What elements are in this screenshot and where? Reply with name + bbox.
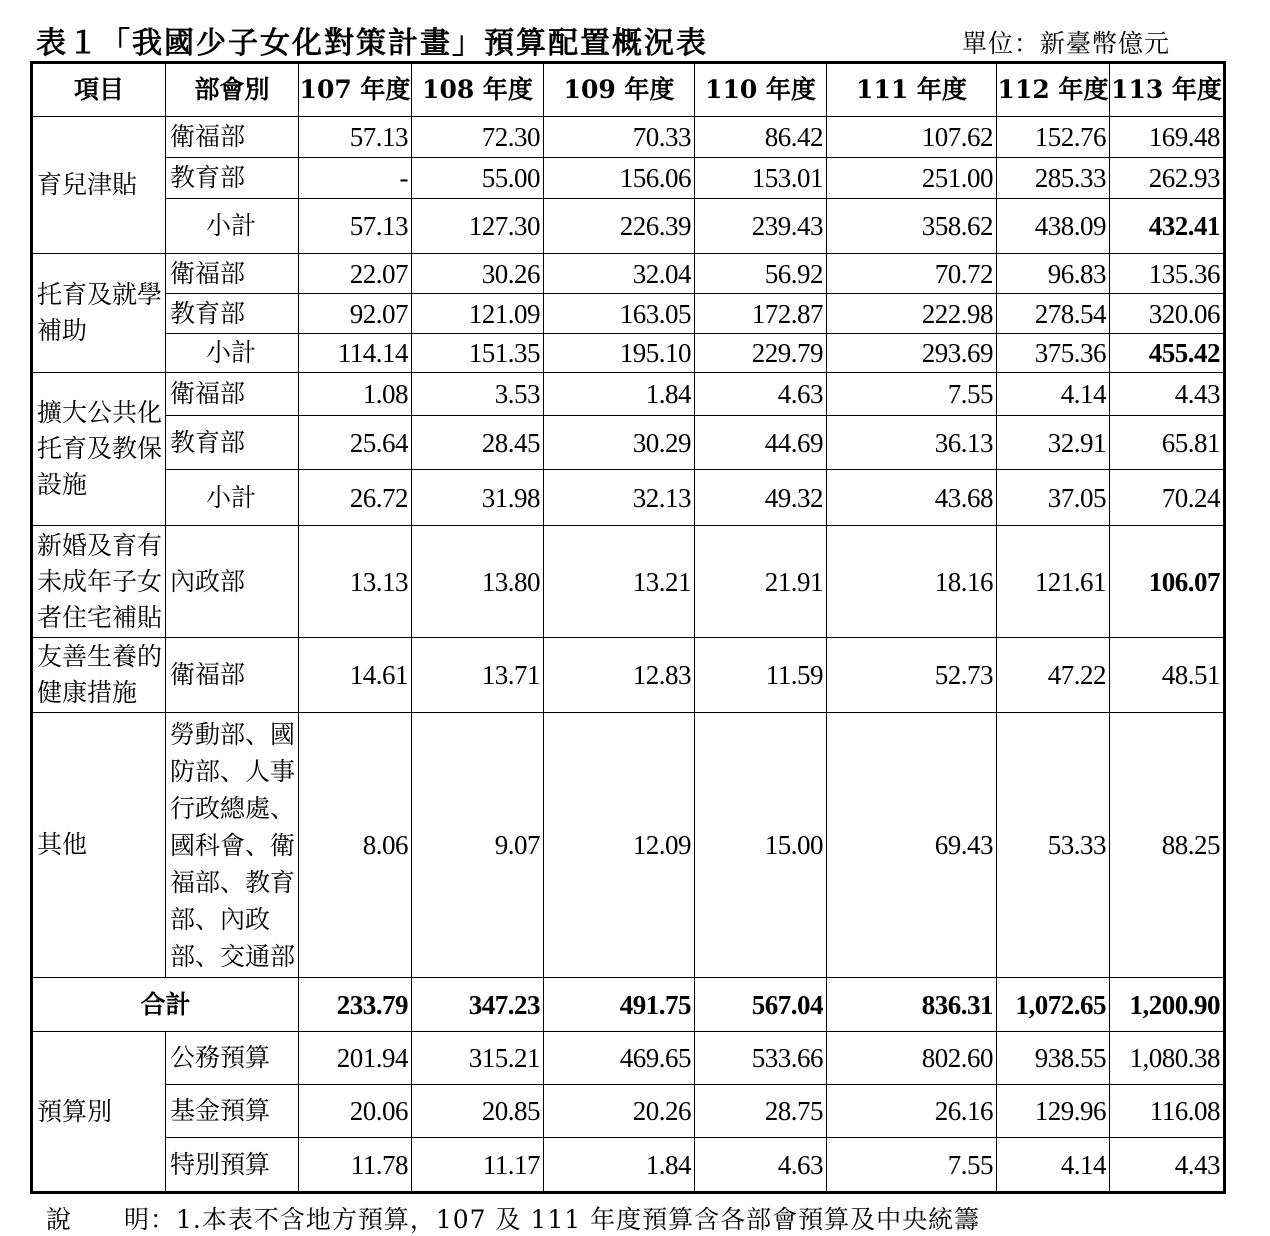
value-cell: 156.06 bbox=[544, 158, 695, 199]
value-cell: 239.43 bbox=[695, 199, 827, 254]
value-cell: 14.61 bbox=[299, 638, 412, 713]
value-cell: 49.32 bbox=[695, 470, 827, 526]
value-cell: 26.72 bbox=[299, 470, 412, 526]
value-cell: 229.79 bbox=[695, 334, 827, 373]
value-cell: 86.42 bbox=[695, 117, 827, 158]
total-value-cell: 567.04 bbox=[695, 978, 827, 1032]
dept-cell: 內政部 bbox=[166, 526, 299, 638]
total-label: 合計 bbox=[32, 978, 299, 1032]
total-value-cell: 233.79 bbox=[299, 978, 412, 1032]
value-cell: 3.53 bbox=[412, 373, 544, 416]
value-cell: 195.10 bbox=[544, 334, 695, 373]
value-cell: 11.17 bbox=[412, 1138, 544, 1193]
value-cell: 30.26 bbox=[412, 254, 544, 294]
value-cell: 72.30 bbox=[412, 117, 544, 158]
value-cell: 52.73 bbox=[827, 638, 997, 713]
value-cell: 201.94 bbox=[299, 1032, 412, 1085]
value-cell: 375.36 bbox=[997, 334, 1110, 373]
total-value-cell: 1,072.65 bbox=[997, 978, 1110, 1032]
value-cell: 938.55 bbox=[997, 1032, 1110, 1085]
table-row bbox=[32, 254, 1225, 294]
value-cell: 57.13 bbox=[299, 199, 412, 254]
dept-cell: 衛福部 bbox=[166, 373, 299, 416]
table-row bbox=[32, 158, 1225, 199]
header-item: 項目 bbox=[32, 63, 166, 117]
value-cell: 57.13 bbox=[299, 117, 412, 158]
dept-cell: 教育部 bbox=[166, 294, 299, 334]
dept-cell: 教育部 bbox=[166, 158, 299, 199]
budget-type-dept: 特別預算 bbox=[166, 1138, 299, 1193]
value-cell: 4.43 bbox=[1110, 373, 1225, 416]
value-cell: 13.71 bbox=[412, 638, 544, 713]
value-cell: 293.69 bbox=[827, 334, 997, 373]
value-cell: 4.14 bbox=[997, 1138, 1110, 1193]
value-cell: 55.00 bbox=[412, 158, 544, 199]
header-dept: 部會別 bbox=[166, 63, 299, 117]
value-cell: 802.60 bbox=[827, 1032, 997, 1085]
table-row bbox=[32, 416, 1225, 470]
table-row bbox=[32, 334, 1225, 373]
item-cell: 托育及就學補助 bbox=[32, 254, 166, 373]
value-cell: 43.68 bbox=[827, 470, 997, 526]
budget-type-row bbox=[32, 1085, 1225, 1138]
value-cell: 251.00 bbox=[827, 158, 997, 199]
value-cell: 152.76 bbox=[997, 117, 1110, 158]
dept-cell: 小計 bbox=[166, 199, 299, 254]
value-cell: 106.07 bbox=[1110, 526, 1225, 638]
dept-cell: 教育部 bbox=[166, 416, 299, 470]
value-cell: - bbox=[299, 158, 412, 199]
value-cell: 7.55 bbox=[827, 373, 997, 416]
table-row bbox=[32, 638, 1225, 713]
value-cell: 285.33 bbox=[997, 158, 1110, 199]
value-cell: 533.66 bbox=[695, 1032, 827, 1085]
value-cell: 4.63 bbox=[695, 1138, 827, 1193]
value-cell: 9.07 bbox=[412, 713, 544, 978]
item-cell: 擴大公共化托育及教保設施 bbox=[32, 373, 166, 526]
value-cell: 92.07 bbox=[299, 294, 412, 334]
value-cell: 226.39 bbox=[544, 199, 695, 254]
header-year-107: 107 年度 bbox=[299, 63, 412, 117]
table-row bbox=[32, 294, 1225, 334]
value-cell: 18.16 bbox=[827, 526, 997, 638]
value-cell: 172.87 bbox=[695, 294, 827, 334]
value-cell: 438.09 bbox=[997, 199, 1110, 254]
value-cell: 153.01 bbox=[695, 158, 827, 199]
value-cell: 13.13 bbox=[299, 526, 412, 638]
value-cell: 65.81 bbox=[1110, 416, 1225, 470]
value-cell: 4.14 bbox=[997, 373, 1110, 416]
total-value-cell: 347.23 bbox=[412, 978, 544, 1032]
dept-cell: 衛福部 bbox=[166, 254, 299, 294]
value-cell: 32.91 bbox=[997, 416, 1110, 470]
table-row bbox=[32, 470, 1225, 526]
header-year-111: 111 年度 bbox=[827, 63, 997, 117]
value-cell: 69.43 bbox=[827, 713, 997, 978]
table-title: 表１「我國少子女化對策計畫」預算配置概況表 bbox=[36, 26, 708, 61]
value-cell: 15.00 bbox=[695, 713, 827, 978]
table-row bbox=[32, 526, 1225, 638]
value-cell: 163.05 bbox=[544, 294, 695, 334]
value-cell: 13.80 bbox=[412, 526, 544, 638]
value-cell: 127.30 bbox=[412, 199, 544, 254]
value-cell: 32.04 bbox=[544, 254, 695, 294]
budget-type-dept: 公務預算 bbox=[166, 1032, 299, 1085]
total-row bbox=[32, 978, 1225, 1032]
value-cell: 36.13 bbox=[827, 416, 997, 470]
dept-cell: 勞動部、國防部、人事行政總處、國科會、衛福部、教育部、內政部、交通部 bbox=[166, 713, 299, 978]
value-cell: 47.22 bbox=[997, 638, 1110, 713]
table-row bbox=[32, 199, 1225, 254]
value-cell: 56.92 bbox=[695, 254, 827, 294]
value-cell: 315.21 bbox=[412, 1032, 544, 1085]
value-cell: 20.26 bbox=[544, 1085, 695, 1138]
value-cell: 70.33 bbox=[544, 117, 695, 158]
value-cell: 28.45 bbox=[412, 416, 544, 470]
value-cell: 32.13 bbox=[544, 470, 695, 526]
value-cell: 455.42 bbox=[1110, 334, 1225, 373]
value-cell: 48.51 bbox=[1110, 638, 1225, 713]
header-year-110: 110 年度 bbox=[695, 63, 827, 117]
value-cell: 53.33 bbox=[997, 713, 1110, 978]
header-year-112: 112 年度 bbox=[997, 63, 1110, 117]
value-cell: 116.08 bbox=[1110, 1085, 1225, 1138]
value-cell: 469.65 bbox=[544, 1032, 695, 1085]
value-cell: 1,080.38 bbox=[1110, 1032, 1225, 1085]
value-cell: 88.25 bbox=[1110, 713, 1225, 978]
value-cell: 31.98 bbox=[412, 470, 544, 526]
value-cell: 121.61 bbox=[997, 526, 1110, 638]
dept-cell: 衛福部 bbox=[166, 638, 299, 713]
value-cell: 262.93 bbox=[1110, 158, 1225, 199]
dept-cell: 小計 bbox=[166, 334, 299, 373]
table-row bbox=[32, 373, 1225, 416]
unit-label: 單位：新臺幣億元 bbox=[962, 29, 1171, 58]
item-cell: 育兒津貼 bbox=[32, 117, 166, 254]
budget-table bbox=[30, 61, 1226, 1194]
value-cell: 4.63 bbox=[695, 373, 827, 416]
table-row bbox=[32, 713, 1225, 978]
budget-type-dept: 基金預算 bbox=[166, 1085, 299, 1138]
value-cell: 37.05 bbox=[997, 470, 1110, 526]
value-cell: 11.78 bbox=[299, 1138, 412, 1193]
value-cell: 1.84 bbox=[544, 373, 695, 416]
item-cell: 其他 bbox=[32, 713, 166, 978]
value-cell: 25.64 bbox=[299, 416, 412, 470]
value-cell: 20.85 bbox=[412, 1085, 544, 1138]
header-year-108: 108 年度 bbox=[412, 63, 544, 117]
header-year-109: 109 年度 bbox=[544, 63, 695, 117]
budget-type-row bbox=[32, 1138, 1225, 1193]
dept-cell: 小計 bbox=[166, 470, 299, 526]
item-cell: 友善生養的健康措施 bbox=[32, 638, 166, 713]
value-cell: 114.14 bbox=[299, 334, 412, 373]
budget-type-row bbox=[32, 1032, 1225, 1085]
value-cell: 13.21 bbox=[544, 526, 695, 638]
value-cell: 107.62 bbox=[827, 117, 997, 158]
value-cell: 28.75 bbox=[695, 1085, 827, 1138]
value-cell: 96.83 bbox=[997, 254, 1110, 294]
value-cell: 7.55 bbox=[827, 1138, 997, 1193]
value-cell: 4.43 bbox=[1110, 1138, 1225, 1193]
value-cell: 44.69 bbox=[695, 416, 827, 470]
table-row bbox=[32, 117, 1225, 158]
value-cell: 432.41 bbox=[1110, 199, 1225, 254]
header-year-113: 113 年度 bbox=[1110, 63, 1225, 117]
value-cell: 22.07 bbox=[299, 254, 412, 294]
total-value-cell: 491.75 bbox=[544, 978, 695, 1032]
value-cell: 12.83 bbox=[544, 638, 695, 713]
value-cell: 20.06 bbox=[299, 1085, 412, 1138]
value-cell: 151.35 bbox=[412, 334, 544, 373]
value-cell: 358.62 bbox=[827, 199, 997, 254]
header-row bbox=[32, 63, 1225, 117]
value-cell: 30.29 bbox=[544, 416, 695, 470]
value-cell: 121.09 bbox=[412, 294, 544, 334]
dept-cell: 衛福部 bbox=[166, 117, 299, 158]
total-value-cell: 1,200.90 bbox=[1110, 978, 1225, 1032]
value-cell: 169.48 bbox=[1110, 117, 1225, 158]
value-cell: 135.36 bbox=[1110, 254, 1225, 294]
value-cell: 11.59 bbox=[695, 638, 827, 713]
value-cell: 70.24 bbox=[1110, 470, 1225, 526]
value-cell: 320.06 bbox=[1110, 294, 1225, 334]
value-cell: 21.91 bbox=[695, 526, 827, 638]
value-cell: 1.84 bbox=[544, 1138, 695, 1193]
value-cell: 70.72 bbox=[827, 254, 997, 294]
item-cell: 新婚及育有未成年子女者住宅補貼 bbox=[32, 526, 166, 638]
budget-type-label: 預算別 bbox=[32, 1032, 166, 1193]
value-cell: 1.08 bbox=[299, 373, 412, 416]
value-cell: 222.98 bbox=[827, 294, 997, 334]
value-cell: 26.16 bbox=[827, 1085, 997, 1138]
value-cell: 129.96 bbox=[997, 1085, 1110, 1138]
value-cell: 12.09 bbox=[544, 713, 695, 978]
value-cell: 8.06 bbox=[299, 713, 412, 978]
footer-note: 說 明：1.本表不含地方預算，107 及 111 年度預算含各部會預算及中央統籌 bbox=[46, 1205, 981, 1234]
total-value-cell: 836.31 bbox=[827, 978, 997, 1032]
value-cell: 278.54 bbox=[997, 294, 1110, 334]
